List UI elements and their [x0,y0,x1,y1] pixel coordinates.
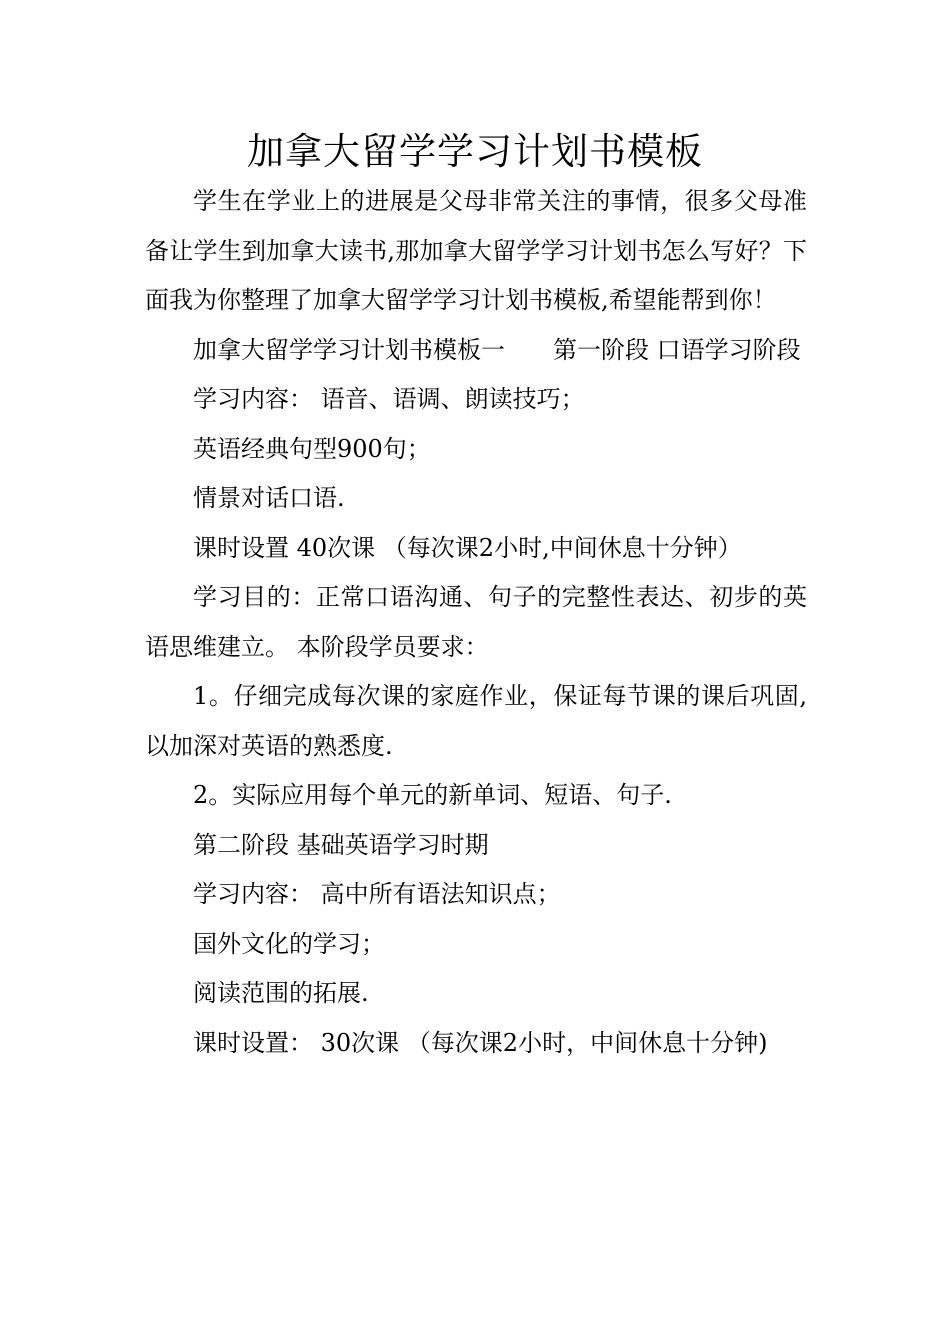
stage-two-content: 学习内容： 高中所有语法知识点； [193,880,561,908]
document-title: 加拿大留学学习计划书模板 [247,130,703,173]
stage-two-content-item: 阅读范围的拓展. [193,979,369,1007]
stage-one-content-item: 情景对话口语. [193,484,345,512]
document-body [145,177,807,1068]
template-one-heading: 加拿大留学学习计划书模板一 第一阶段 口语学习阶段 [193,335,801,364]
stage-one-content-item: 英语经典句型900句； [193,434,431,463]
stage-one-goal: 学习目的：正常口语沟通、句子的完整性表达、初步的英语思维建立。 本阶段学员要求： [145,583,807,661]
stage-two-heading: 第二阶段 基础英语学习时期 [193,830,489,859]
stage-two-schedule: 课时设置： 30次课 （每次课2小时，中间休息十分钟) [193,1028,768,1057]
stage-one-requirement: 2。实际应用每个单元的新单词、短语、句子. [193,781,672,809]
stage-two-content-item: 国外文化的学习； [193,929,385,958]
stage-one-requirement: 1。仔细完成每次课的家庭作业，保证每节课的课后巩固,以加深对英语的熟悉度. [145,682,807,760]
stage-one-content: 学习内容： 语音、语调、朗读技巧； [193,385,585,413]
intro-paragraph: 学生在学业上的进展是父母非常关注的事情，很多父母准备让学生到加拿大读书,那加拿大留学学习计划书怎么写好？下面我为你整理了加拿大留学学习计划书模板,希望能帮到你！ [145,187,807,314]
stage-one-schedule: 课时设置 40次课 （每次课2小时,中间休息十分钟） [193,533,742,562]
